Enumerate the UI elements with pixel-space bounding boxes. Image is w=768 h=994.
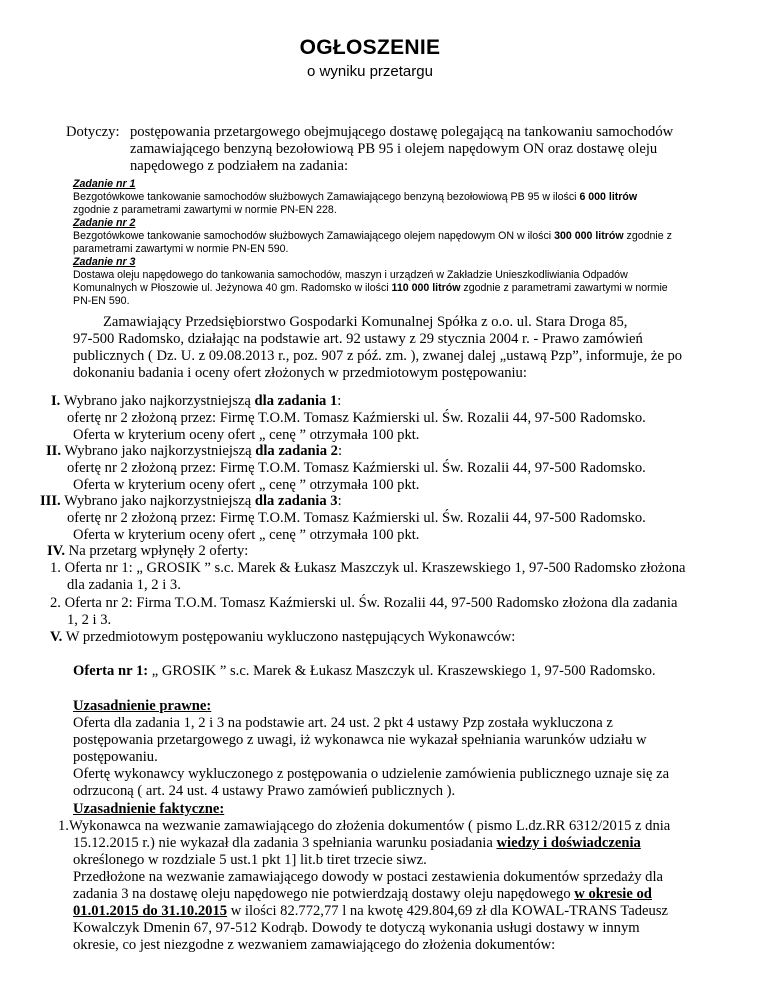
factual-line: 01.01.2015 do 31.10.2015 w ilości 82.772,77 l na kwotę 429.804,69 zł dla KOWAL-TRANS Tadeusz (73, 903, 668, 919)
task-3-description: Dostawa oleju napędowego do tankowania samochodów, maszyn i urządzeń w Zakładzie Unieszkodliwiania Odpadów (73, 269, 628, 281)
page-subtitle: o wyniku przetargu (307, 63, 433, 80)
task-3-heading: Zadanie nr 3 (73, 256, 136, 268)
legal-line: odrzuconą ( art. 24 ust. 4 ustawy Prawo zamówień publicznych ). (73, 783, 456, 799)
factual-line: zadania 3 na dostawę oleju napędowego nie potwierdzają dostawy oleju napędowego w okresie od (73, 886, 652, 902)
offer-item-1: 1. Oferta nr 1: „ GROSIK ” s.c. Marek & Łukasz Maszczyk ul. Kraszewskiego 1, 97-500 Radomsko złożona (50, 560, 686, 576)
task-1-heading: Zadanie nr 1 (73, 178, 136, 190)
factual-line: Kowalczyk Dmenin 67, 97-512 Kodrąb. Dowody te dotyczą wykonania usługi dostawy w innym (73, 920, 640, 936)
factual-line: 15.12.2015 r.) nie wykazał dla zadania 3 spełniania warunku posiadania wiedzy i doświadczenia (73, 835, 641, 851)
selection-2-offer: ofertę nr 2 złożoną przez: Firmę T.O.M. Tomasz Kaźmierski ul. Św. Rozalii 44, 97-500 Radomsko. (67, 460, 646, 476)
selection-3-lead: III. Wybrano jako najkorzystniejszą dla zadania 3: (40, 493, 342, 509)
intro-line: dokonaniu badania i oceny ofert złożonych w przedmiotowym postępowaniu: (73, 365, 527, 381)
selection-2-score: Oferta w kryterium oceny ofert „ cenę ” otrzymała 100 pkt. (73, 477, 420, 493)
concerns-line: napędowego z podziałem na zadania: (130, 158, 348, 174)
task-2-heading: Zadanie nr 2 (73, 217, 136, 229)
legal-line: Oferta dla zadania 1, 2 i 3 na podstawie art. 24 ust. 2 pkt 4 ustawy Pzp została wykluczona z (73, 715, 613, 731)
task-1-description: zgodnie z parametrami zawartymi w normie PN-EN 228. (73, 204, 337, 216)
offers-received-heading: IV. Na przetarg wpłynęły 2 oferty: (47, 543, 249, 559)
offer-item-2-cont: 1, 2 i 3. (67, 612, 112, 628)
legal-line: Ofertę wykonawcy wykluczonego z postępowania o udzielenie zamówienia publicznego uznaje się za (73, 766, 670, 782)
factual-line: 1.Wykonawca na wezwanie zamawiającego do złożenia dokumentów ( pismo L.dz.RR 6312/2015 z dnia (58, 818, 671, 834)
selection-2-lead: II. Wybrano jako najkorzystniejszą dla zadania 2: (46, 443, 342, 459)
factual-line: Przedłożone na wezwanie zamawiającego dowody w postaci zestawienia dokumentów sprzedaży dla (73, 869, 663, 885)
legal-heading: Uzasadnienie prawne: (73, 698, 212, 714)
task-3-description: PN-EN 590. (73, 295, 130, 307)
intro-line: Zamawiający Przedsiębiorstwo Gospodarki Komunalnej Spółka z o.o. ul. Stara Droga 85, (103, 314, 628, 330)
task-2-description: Bezgotówkowe tankowanie samochodów służbowych Zamawiającego olejem napędowym ON w ilości 300 000 litrów zgodnie z (73, 230, 672, 242)
intro-line: publicznych ( Dz. U. z 09.08.2013 r., poz. 907 z póź. zm. ), zwanej dalej „ustawą Pzp”, informuje, że po (73, 348, 683, 364)
offer-item-1-cont: dla zadania 1, 2 i 3. (67, 577, 181, 593)
factual-line: określonego w rozdziale 5 ust.1 pkt 1] lit.b tiret trzecie siwz. (73, 852, 427, 868)
factual-heading: Uzasadnienie faktyczne: (73, 801, 225, 817)
selection-1-lead: I. Wybrano jako najkorzystniejszą dla zadania 1: (51, 393, 342, 409)
task-3-description: Komunalnych w Płoszowie ul. Jeżynowa 40 gm. Radomsko w ilości 110 000 litrów zgodnie z parametrami zawartymi w normie (73, 282, 668, 294)
page-title: OGŁOSZENIE (299, 36, 441, 59)
task-1-description: Bezgotówkowe tankowanie samochodów służbowych Zamawiającego benzyną bezołowiową PB 95 w ilości 6 000 litrów (73, 191, 638, 203)
intro-line: 97-500 Radomsko, działając na podstawie art. 92 ustawy z 29 stycznia 2004 r. - Prawo zamówień (73, 331, 643, 347)
task-2-description: parametrami zawartymi w normie PN-EN 590. (73, 243, 289, 255)
concerns-line: postępowania przetargowego obejmującego dostawę polegającą na tankowaniu samochodów (130, 124, 674, 140)
concerns-line: zamawiającego benzyną bezołowiową PB 95 i olejem napędowym ON oraz dostawę oleju (130, 141, 658, 157)
excluded-offer: Oferta nr 1: „ GROSIK ” s.c. Marek & Łukasz Maszczyk ul. Kraszewskiego 1, 97-500 Radomsko. (73, 663, 656, 679)
legal-line: postępowaniu. (73, 749, 158, 765)
selection-3-score: Oferta w kryterium oceny ofert „ cenę ” otrzymała 100 pkt. (73, 527, 420, 543)
selection-3-offer: ofertę nr 2 złożoną przez: Firmę T.O.M. Tomasz Kaźmierski ul. Św. Rozalii 44, 97-500 Radomsko. (67, 510, 646, 526)
selection-1-offer: ofertę nr 2 złożoną przez: Firmę T.O.M. Tomasz Kaźmierski ul. Św. Rozalii 44, 97-500 Radomsko. (67, 410, 646, 426)
factual-line: okresie, co jest niezgodne z wezwaniem zamawiającego do złożenia dokumentów: (73, 937, 556, 953)
excluded-heading: V. W przedmiotowym postępowaniu wykluczono następujących Wykonawców: (50, 629, 516, 645)
offer-item-2: 2. Oferta nr 2: Firma T.O.M. Tomasz Kaźmierski ul. Św. Rozalii 44, 97-500 Radomsko złożona dla zadania (50, 595, 678, 611)
selection-1-score: Oferta w kryterium oceny ofert „ cenę ” otrzymała 100 pkt. (73, 427, 420, 443)
concerns-label: Dotyczy: (66, 124, 120, 140)
legal-line: postępowania przetargowego z uwagi, iż wykonawca nie wykazał spełniania warunków udziału w (73, 732, 647, 748)
